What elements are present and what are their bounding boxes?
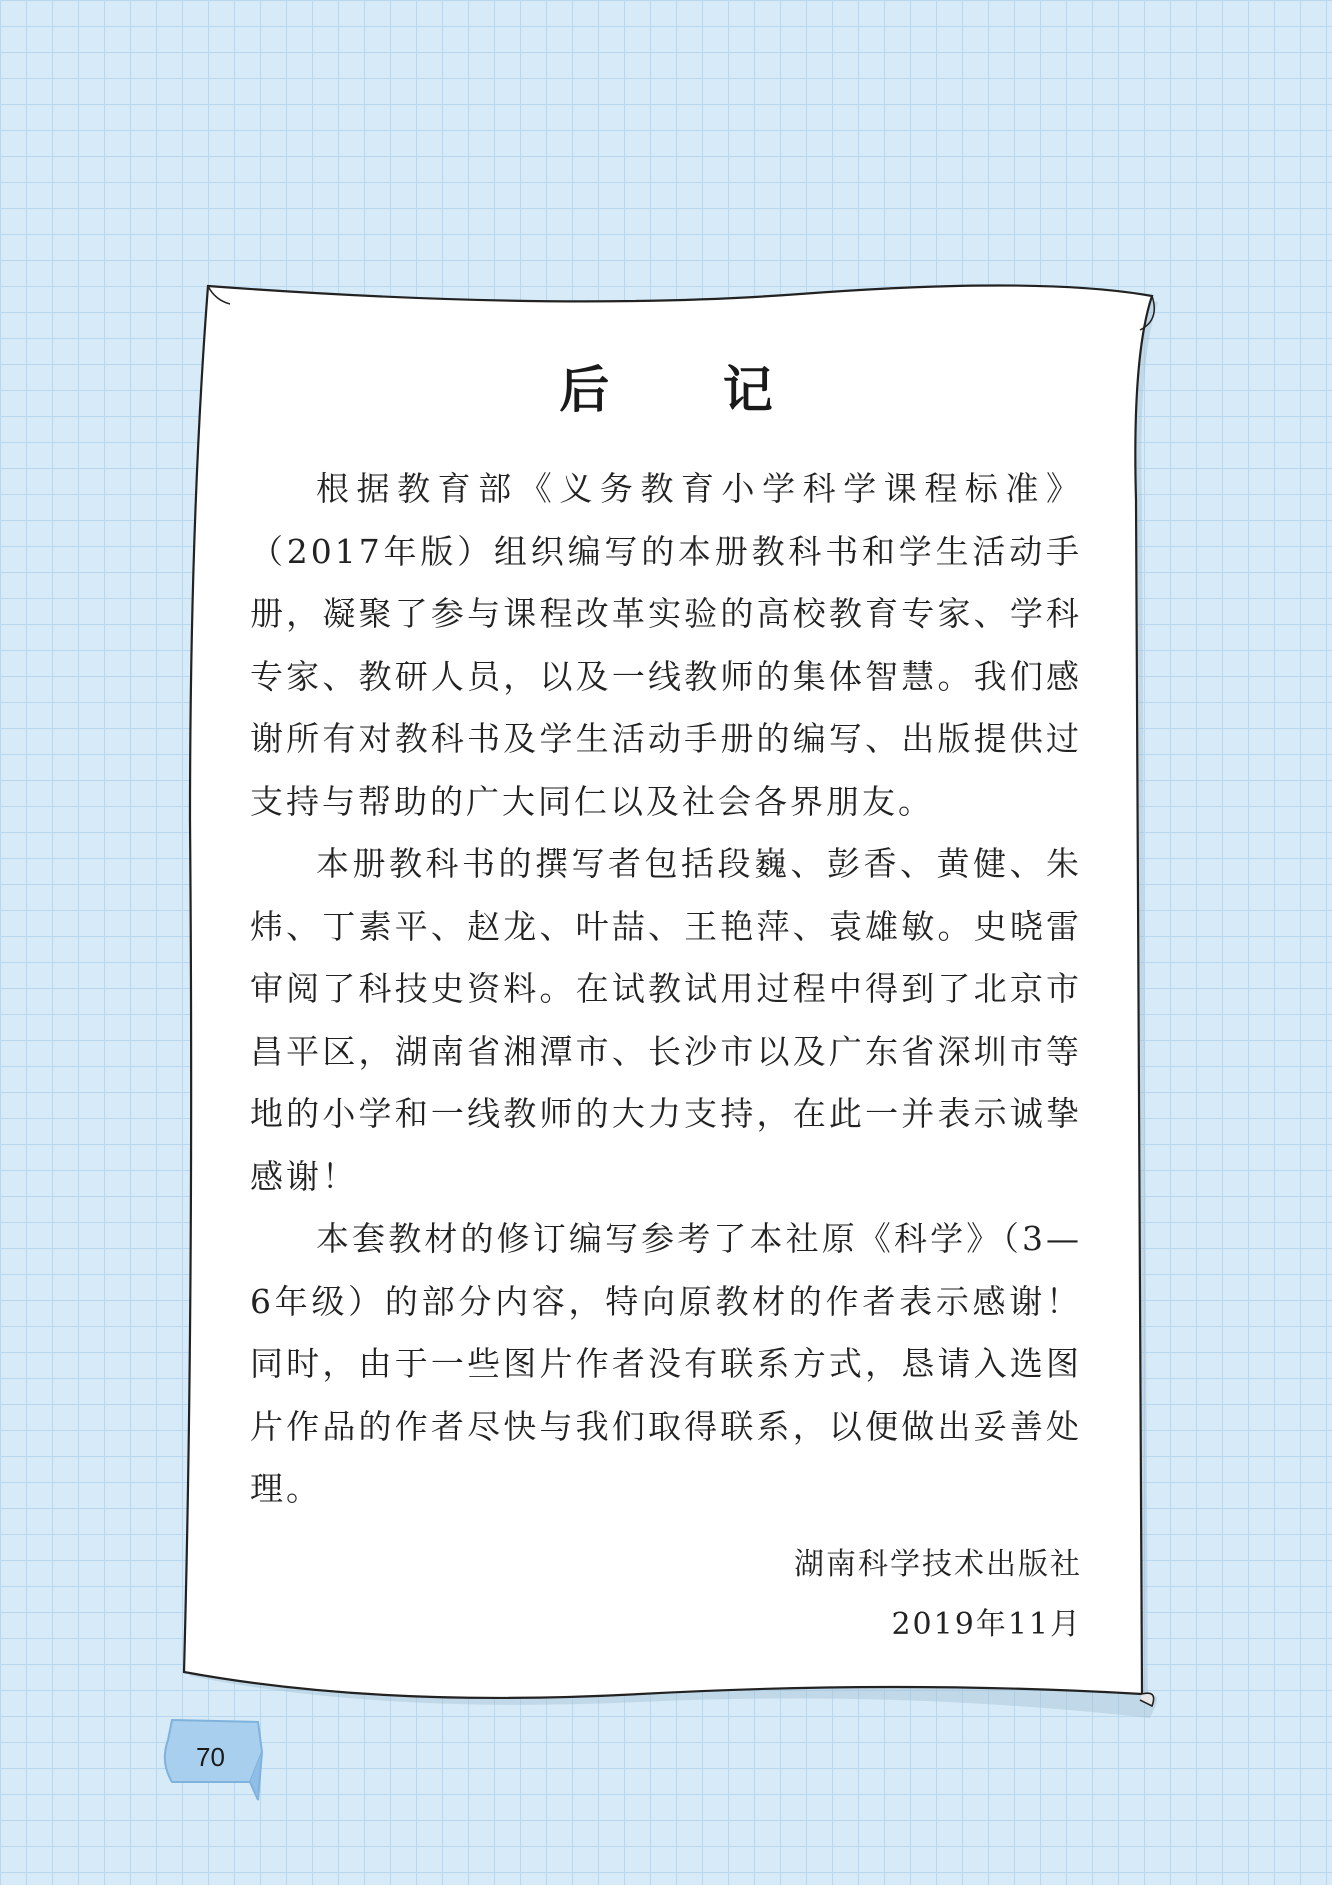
signature-block [794,1535,1082,1655]
paragraph-2: 本册教科书的撰写者包括段巍、彭香、黄健、朱炜、丁素平、赵龙、叶喆、王艳萍、袁雄敏。史晓雷审阅了科技史资料。在试教试用过程中得到了北京市昌平区，湖南省湘潭市、长沙市以及广东省深圳市等地的小学和一线教师的大力支持，在此一并表示诚挚感谢！ [250,844,1082,1196]
paragraph-3: 本套教材的修订编写参考了本社原《科学》（3—6年级）的部分内容，特向原教材的作者表示感谢！同时，由于一些图片作者没有联系方式，恳请入选图片作品的作者尽快与我们取得联系，以便做出妥善处理。 [250,1219,1082,1508]
publisher-name: 湖南科学技术出版社 [794,1547,1082,1582]
paper-content [250,360,1082,1660]
page-number: 70 [196,1742,225,1772]
page-title: 后 记 [559,360,821,419]
paragraph-1: 根据教育部《义务教育小学科学课程标准》（2017年版）组织编写的本册教科书和学生活动手册，凝聚了参与课程改革实验的高校教育专家、学科专家、教研人员，以及一线教师的集体智慧。我们感谢所有对教科书及学生活动手册的编写、出版提供过支持与帮助的广大同仁以及社会各界朋友。 [250,469,1082,821]
publication-date: 2019年11月 [891,1607,1082,1642]
